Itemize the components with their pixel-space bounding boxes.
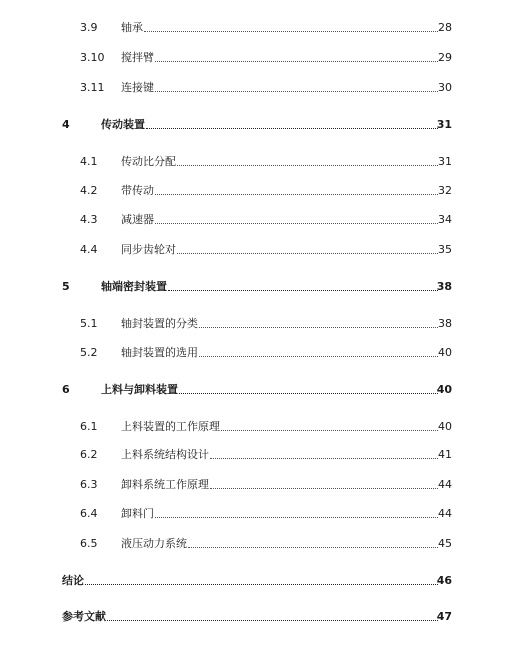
toc-page-number: 32	[438, 184, 452, 197]
toc-subsection-entry[interactable]	[0, 50, 520, 66]
toc-page-number: 28	[438, 21, 452, 34]
toc-entry-title: 轴端密封装置	[101, 280, 167, 293]
toc-subsection-entry[interactable]	[0, 80, 520, 96]
toc-page-number: 40	[438, 346, 452, 359]
toc-dot-leader	[177, 253, 438, 254]
toc-subsection-entry[interactable]	[0, 242, 520, 258]
toc-dot-leader	[155, 223, 438, 224]
toc-page-number: 45	[438, 537, 452, 550]
toc-dot-leader	[85, 584, 438, 585]
toc-dot-leader	[210, 458, 438, 459]
toc-subsection-entry[interactable]	[0, 536, 520, 552]
toc-subsection-entry[interactable]	[0, 345, 520, 361]
toc-page-number: 30	[438, 81, 452, 94]
toc-entry-title: 搅拌臂	[121, 51, 154, 64]
toc-dot-leader	[146, 128, 438, 129]
toc-page-number: 41	[438, 448, 452, 461]
toc-entry-number: 3.10	[80, 51, 105, 64]
toc-chapter-entry[interactable]	[0, 117, 520, 133]
toc-entry-title: 液压动力系统	[121, 537, 187, 550]
toc-entry-title: 结论	[62, 574, 84, 587]
toc-dot-leader	[155, 91, 438, 92]
toc-entry-title: 上料系统结构设计	[121, 448, 209, 461]
toc-chapter-entry[interactable]	[0, 279, 520, 295]
toc-entry-title: 参考文献	[62, 610, 106, 623]
toc-subsection-entry[interactable]	[0, 183, 520, 199]
toc-dot-leader	[107, 620, 438, 621]
toc-entry-number: 6.2	[80, 448, 98, 461]
toc-dot-leader	[199, 356, 438, 357]
toc-dot-leader	[177, 165, 438, 166]
toc-subsection-entry[interactable]	[0, 20, 520, 36]
toc-entry-title: 带传动	[121, 184, 154, 197]
toc-section-entry[interactable]	[0, 609, 520, 625]
toc-subsection-entry[interactable]	[0, 316, 520, 332]
toc-subsection-entry[interactable]	[0, 212, 520, 228]
toc-entry-title: 传动装置	[101, 118, 145, 131]
toc-entry-number: 4.1	[80, 155, 98, 168]
toc-entry-number: 6.1	[80, 420, 98, 433]
toc-page-number: 44	[438, 507, 452, 520]
toc-page-number: 38	[438, 317, 452, 330]
toc-entry-title: 传动比分配	[121, 155, 176, 168]
toc-page-number: 38	[436, 280, 452, 293]
toc-page-number: 40	[438, 420, 452, 433]
toc-entry-title: 卸料门	[121, 507, 154, 520]
toc-page-number: 31	[438, 155, 452, 168]
toc-entry-number: 6	[62, 383, 70, 396]
toc-section-entry[interactable]	[0, 573, 520, 589]
toc-chapter-entry[interactable]	[0, 382, 520, 398]
toc-entry-title: 轴承	[121, 21, 143, 34]
toc-entry-title: 减速器	[121, 213, 154, 226]
toc-dot-leader	[168, 290, 438, 291]
toc-entry-number: 4.3	[80, 213, 98, 226]
toc-entry-number: 5.1	[80, 317, 98, 330]
toc-dot-leader	[144, 31, 438, 32]
toc-page-number: 34	[438, 213, 452, 226]
toc-entry-number: 6.4	[80, 507, 98, 520]
toc-dot-leader	[155, 194, 438, 195]
toc-entry-title: 轴封装置的选用	[121, 346, 198, 359]
toc-entry-title: 同步齿轮对	[121, 243, 176, 256]
toc-entry-title: 卸料系统工作原理	[121, 478, 209, 491]
toc-entry-number: 3.9	[80, 21, 98, 34]
toc-subsection-entry[interactable]	[0, 477, 520, 493]
toc-entry-number: 4	[62, 118, 70, 131]
toc-entry-title: 上料装置的工作原理	[121, 420, 220, 433]
toc-entry-number: 4.4	[80, 243, 98, 256]
toc-page-number: 29	[438, 51, 452, 64]
toc-dot-leader	[179, 393, 438, 394]
toc-subsection-entry[interactable]	[0, 419, 520, 435]
toc-dot-leader	[155, 61, 438, 62]
toc-dot-leader	[188, 547, 438, 548]
toc-page-number: 47	[436, 610, 452, 623]
toc-dot-leader	[210, 488, 438, 489]
toc-entry-number: 6.5	[80, 537, 98, 550]
toc-entry-number: 6.3	[80, 478, 98, 491]
toc-entry-title: 连接键	[121, 81, 154, 94]
toc-entry-title: 轴封装置的分类	[121, 317, 198, 330]
toc-dot-leader	[221, 430, 438, 431]
toc-entry-number: 5.2	[80, 346, 98, 359]
toc-subsection-entry[interactable]	[0, 154, 520, 170]
toc-page-number: 44	[438, 478, 452, 491]
toc-dot-leader	[155, 517, 438, 518]
toc-entry-number: 3.11	[80, 81, 105, 94]
toc-dot-leader	[199, 327, 438, 328]
toc-page-number: 40	[436, 383, 452, 396]
toc-page-number: 46	[436, 574, 452, 587]
toc-entry-number: 4.2	[80, 184, 98, 197]
toc-subsection-entry[interactable]	[0, 506, 520, 522]
toc-entry-number: 5	[62, 280, 70, 293]
toc-page-number: 31	[436, 118, 452, 131]
toc-page-number: 35	[438, 243, 452, 256]
toc-entry-title: 上料与卸料装置	[101, 383, 178, 396]
toc-subsection-entry[interactable]	[0, 447, 520, 463]
